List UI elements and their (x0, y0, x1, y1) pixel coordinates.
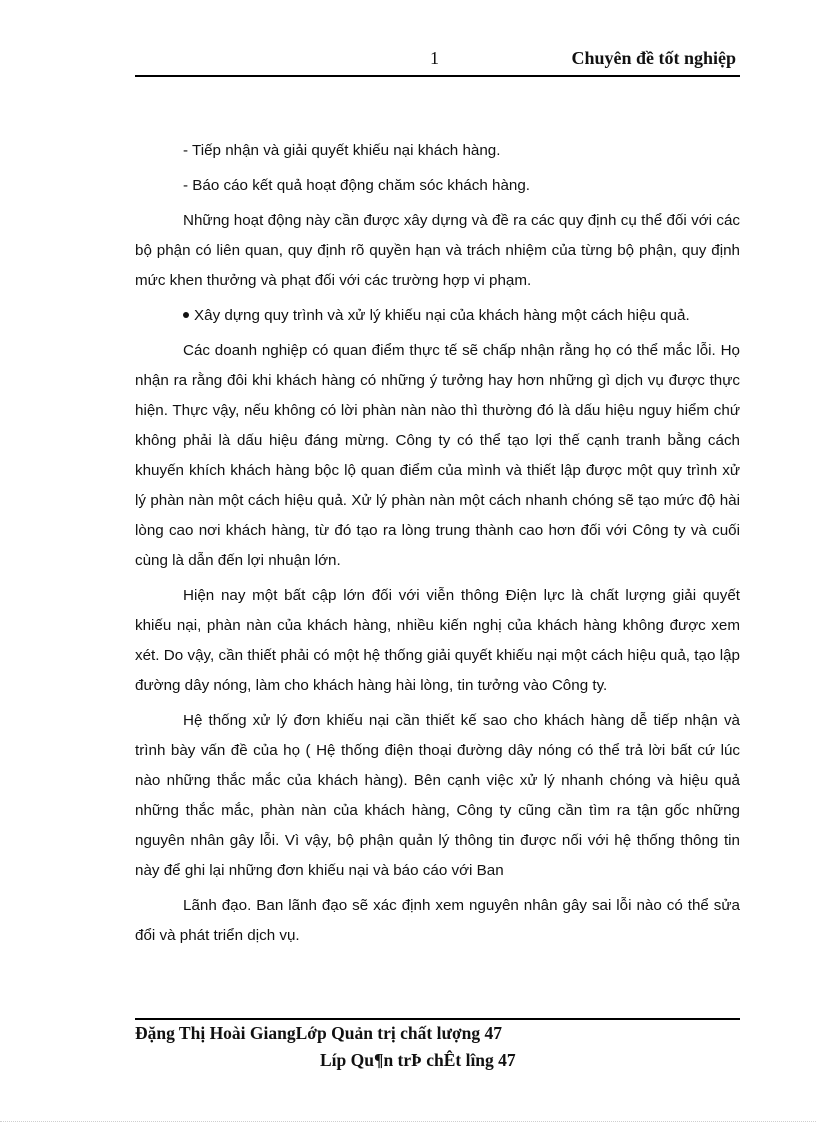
page-header (135, 46, 740, 74)
footer-divider (135, 1018, 740, 1020)
bullet-dot-icon (183, 312, 189, 318)
footer-class-garbled: Líp Qu¶n trÞ chÊt lîng 47 (320, 1050, 516, 1070)
bullet-item-2: - Báo cáo kết quả hoạt động chăm sóc khách hàng. (183, 177, 531, 194)
header-title: Chuyên đề tốt nghiệp (571, 48, 736, 68)
bullet-item-1: - Tiếp nhận và giải quyết khiếu nại khách hàng. (183, 142, 501, 159)
paragraph-3: Hiện nay một bất cập lớn đối với viễn thông Điện lực là chất lượng giải quyết khiếu nại, phàn nàn của khách hàng, nhiều kiến nghị của khách hàng không được xem xét. Do vậy, cần thiết phải có một hệ thống giải quyết khiếu nại một cách hiệu quả, tạo lập đường dây nóng, làm cho khách hàng hài lòng, tin tưởng vào Công ty. (135, 587, 740, 694)
page-number: 1 (430, 48, 439, 68)
document-body (135, 136, 740, 956)
dot-list-item (135, 301, 740, 331)
dot-list-item-text: Xây dựng quy trình và xử lý khiếu nại của khách hàng một cách hiệu quả. (194, 307, 690, 324)
page-bottom-edge (0, 1121, 816, 1122)
header-divider (135, 75, 740, 77)
paragraph-5: Lãnh đạo. Ban lãnh đạo sẽ xác định xem nguyên nhân gây sai lỗi nào có thể sửa đổi và phát triển dịch vụ. (135, 897, 740, 944)
footer-author-class: Đặng Thị Hoài GiangLớp Quản trị chất lượng 47 (135, 1023, 502, 1043)
paragraph-2: Các doanh nghiệp có quan điểm thực tế sẽ chấp nhận rằng họ có thể mắc lỗi. Họ nhận ra rằng đôi khi khách hàng có những ý tưởng hay hơn những gì dịch vụ được thực hiện. Thực vậy, nếu không có lời phàn nàn nào thì thường đó là dấu hiệu nguy hiểm chứ không phải là dấu hiệu đáng mừng. Công ty có thể tạo lợi thế cạnh tranh bằng cách khuyến khích khách hàng bộc lộ quan điểm của mình và thiết lập được một quy trình xử lý phàn nàn một cách hiệu quả. Xử lý phàn nàn một cách nhanh chóng sẽ tạo mức độ hài lòng cao nơi khách hàng, từ đó tạo ra lòng trung thành cao hơn đối với Công ty và cuối cùng là dẫn đến lợi nhuận lớn. (135, 342, 740, 569)
paragraph-1: Những hoạt động này cần được xây dựng và đề ra các quy định cụ thể đối với các bộ phận có liên quan, quy định rõ quyền hạn và trách nhiệm của từng bộ phận, quy định mức khen thưởng và phạt đối với các trường hợp vi phạm. (135, 212, 740, 289)
paragraph-4: Hệ thống xử lý đơn khiếu nại cần thiết kế sao cho khách hàng dễ tiếp nhận và trình bày vấn đề của họ ( Hệ thống điện thoại đường dây nóng có thể trả lời bất cứ lúc nào những thắc mắc của khách hàng). Bên cạnh việc xử lý nhanh chóng và hiệu quả những thắc mắc, phàn nàn của khách hàng, Công ty cũng cần tìm ra tận gốc những nguyên nhân gây lỗi. Vì vậy, bộ phận quản lý thông tin được nối với hệ thống thông tin này để ghi lại những đơn khiếu nại và báo cáo với Ban (135, 712, 740, 879)
